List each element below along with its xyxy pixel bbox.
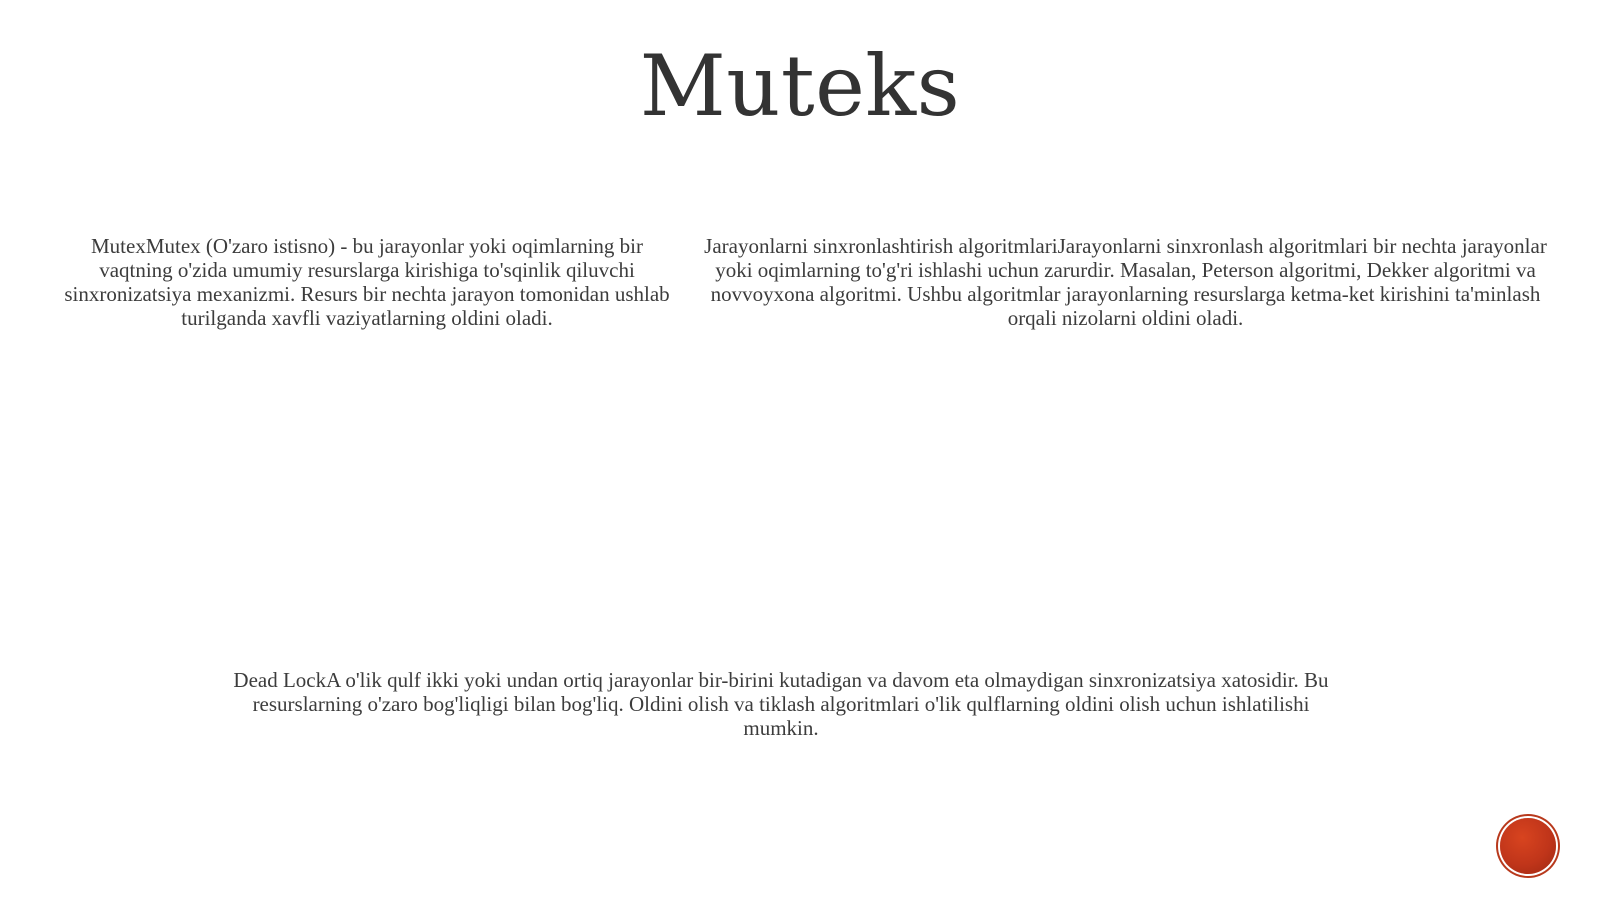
slide-title: Muteks <box>639 37 961 135</box>
text-block-mutex: MutexMutex (O'zaro istisno) - bu jarayonlar yoki oqimlarning bir vaqtning o'zida umumiy resurslarga kirishiga to'sqinlik qiluvchi sinxronizatsiya mexanizmi. Resurs bir nechta jarayon tomonidan ushlab turilganda xavfli vaziyatlarning oldini oladi. <box>64 234 670 330</box>
text-block-deadlock: Dead LockA o'lik qulf ikki yoki undan ortiq jarayonlar bir-birini kutadigan va davom eta olmaydigan sinxronizatsiya xatosidir. Bu resurslarning o'zaro bog'liqligi bilan bog'liq. Oldini olish va tiklash algoritmlari o'lik qulflarning oldini olish uchun ishlatilishi mumkin. <box>233 668 1329 740</box>
nav-circle-button[interactable] <box>1500 818 1556 874</box>
text-block-sync-algorithms: Jarayonlarni sinxronlashtirish algoritmlariJarayonlarni sinxronlash algoritmlari bir nechta jarayonlar yoki oqimlarning to'g'ri ishlashi uchun zarurdir. Masalan, Peterson algoritmi, Dekker algoritmi va novvoyxona algoritmi. Ushbu algoritmlar jarayonlarning resurslarga ketma-ket kirishini ta'minlash orqali nizolarni oldini oladi. <box>704 234 1547 330</box>
